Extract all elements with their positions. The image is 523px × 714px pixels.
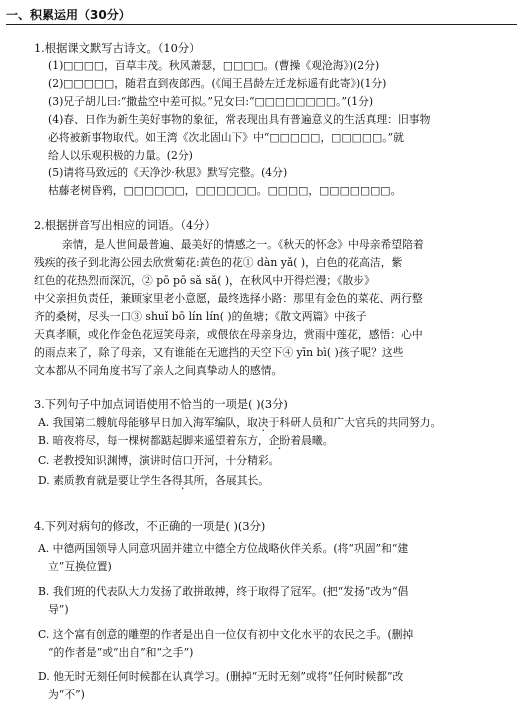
question-2-passage-line: 亲情，是人世间最普遍、最美好的情感之一。《秋天的怀念》中母亲希望陪着 [62, 238, 424, 251]
question-4-option-c[interactable]: C. 这个富有创意的雕塑的作者是出自一位仅有初中文化水平的农民之手。(删掉 [38, 628, 414, 641]
question-4-title: 4.下列对病句的修改，不正确的一项是( )(3分) [34, 520, 266, 533]
question-3-option-a[interactable] [38, 416, 441, 430]
question-1-line: 必将被新事物取代。如王湾《次北固山下》中“□□□□□，□□□□□。”就 [48, 131, 404, 144]
question-1-line: (2)□□□□□，随君直到夜郎西。(《闻王昌龄左迁龙标遥有此寄》)(1分) [48, 77, 387, 90]
option-text: D. 素质教育就是要让学生 [38, 474, 162, 487]
question-1-line: 枯藤老树昏鸦，□□□□□□，□□□□□□。□□□□，□□□□□□□。 [48, 184, 402, 197]
option-text: ，十分精彩。 [214, 454, 280, 467]
option-text: B. 暗夜将尽，每一棵树都踮起脚来遥望着东方， [38, 434, 269, 447]
question-4-option-d[interactable]: D. 他无时无刻任何时候都在认真学习。(删掉“无时无刻”或将“任何时候都”改 [38, 670, 404, 683]
question-1-line: 给人以乐观积极的力量。(2分) [48, 149, 193, 162]
question-4-option-b[interactable]: B. 我们班的代表队大力发扬了敢拼敢搏，终于取得了冠军。(把“发扬”改为“倡 [38, 585, 409, 598]
question-1-title: 1.根据课文默写古诗文。（10分） [34, 42, 201, 55]
option-text: A. 我国第二艘航母能够早日加入海军编队， [38, 416, 248, 429]
emphasized-word: 企盼 [268, 434, 291, 447]
emphasized-word: 信口开河 [171, 454, 215, 467]
question-3-option-d[interactable] [38, 474, 269, 488]
question-2-passage-line: 中父亲担负责任，兼顾家里老小意愿，最终选择小路：那里有金色的菜花、两行整 [34, 292, 423, 305]
question-2-passage-line: 的雨点来了，除了母亲，又有谁能在无遮挡的天空下④ yīn bì( )孩子呢？这些 [34, 346, 404, 359]
question-2-passage-line: 天真孝顺，或化作金色花逗笑母亲，或偎依在母亲身边，赏雨中莲花，感悟：心中 [34, 328, 423, 341]
question-4-option-c-cont: “的作者是”或“出自”和“之手”) [48, 646, 194, 659]
question-4-option-d-cont: 为“不”) [48, 688, 85, 701]
question-2-title: 2.根据拼音写出相应的词语。（4分） [34, 219, 216, 232]
emphasized-word: 取决于 [247, 416, 280, 429]
question-3-title: 3.下列句子中加点词语使用不恰当的一项是( )(3分) [34, 398, 288, 411]
option-text: ，各展其长。 [204, 474, 270, 487]
question-4-option-a[interactable]: A. 中德两国领导人同意巩固并建立中德全方位战略伙伴关系。(将“巩固”和“建 [38, 542, 409, 555]
question-2-passage-line: 文本都从不同角度书写了亲人之间真挚动人的感情。 [34, 364, 283, 377]
question-1-line: (1)□□□□，百草丰茂。秋风萧瑟，□□□□。(曹操《观沧海》)(2分) [48, 59, 380, 72]
question-1-line: (3)兄子胡儿曰:“撒盐空中差可拟。”兄女曰:“□□□□□□□□。”(1分) [48, 95, 374, 108]
question-2-passage-line: 红色的花热烈而深沉，② pō pō sǎ sǎ( )，在秋风中开得烂漫；《散步》 [34, 274, 375, 287]
question-3-option-b[interactable] [38, 434, 334, 448]
option-text: 着晨曦。 [290, 434, 334, 447]
emphasized-word: 各得其所 [161, 474, 205, 487]
question-1-line: (4)春、日作为新生美好事物的象征，常表现出具有普遍意义的生活真理：旧事物 [48, 113, 431, 126]
section-title: 一、积累运用（30分） [6, 8, 131, 22]
question-2-passage-line: 齐的桑树，尽头一口③ shuǐ bō lín lín( )的鱼塘；《散文两篇》中孩子 [34, 310, 367, 323]
option-text: 科研人员和广大官兵的共同努力。 [279, 416, 442, 429]
section-divider [6, 24, 517, 25]
option-text: C. 老教授知识渊博，演讲时 [38, 454, 172, 467]
question-4-option-b-cont: 导”) [48, 603, 69, 616]
question-3-option-c[interactable] [38, 454, 279, 468]
question-1-line: (5)请将马致远的《天净沙·秋思》默写完整。(4分) [48, 166, 288, 179]
question-4-option-a-cont: 立”互换位置) [48, 560, 112, 573]
question-2-passage-line: 残疾的孩子到北海公园去欣赏菊花:黄色的花① dàn yǎ( )，白色的花高洁，紫 [34, 256, 403, 269]
